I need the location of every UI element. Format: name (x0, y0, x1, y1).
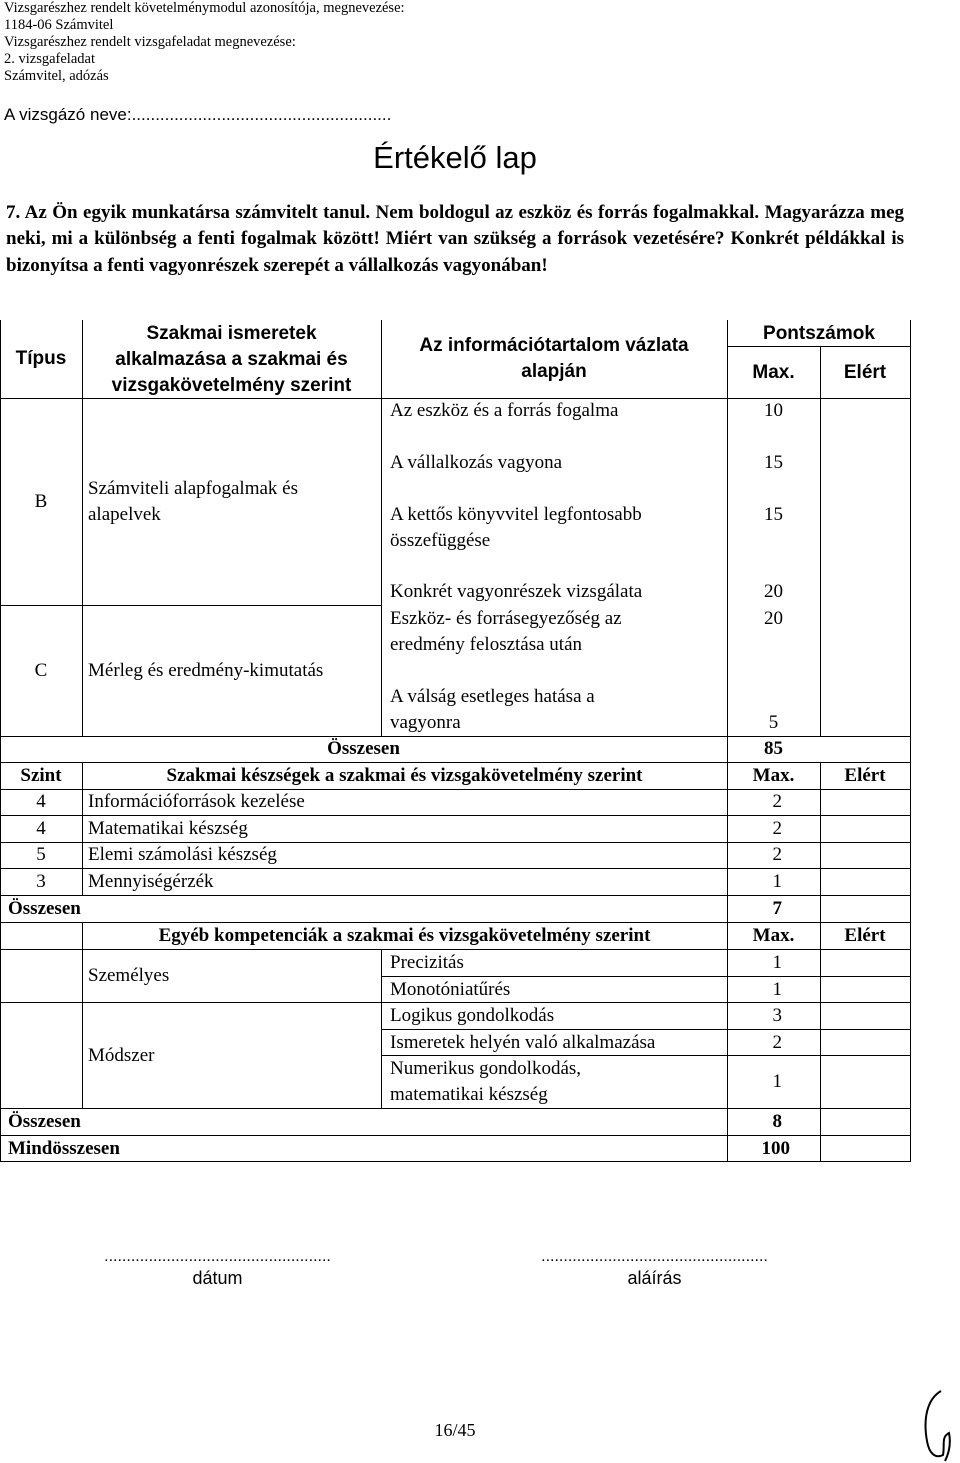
skill-1-level: 4 (36, 791, 46, 812)
group-b-name-line2: alapelvek (88, 504, 161, 525)
col-header-knowledge (82, 321, 381, 399)
date-field (90, 1248, 345, 1289)
document-header (4, 0, 405, 85)
competence-5-name-line1: Numerikus gondolkodás, (390, 1058, 582, 1079)
date-label: dátum (192, 1268, 243, 1288)
col-header-max: Max. (752, 362, 795, 383)
group-c-item-2-line2: eredmény felosztása után (390, 634, 583, 655)
competence-5-name (390, 1056, 581, 1108)
group-c-type: C (34, 660, 48, 681)
grand-total-max: 100 (761, 1138, 790, 1159)
group-b-type: B (34, 491, 48, 512)
group-c-item-2-max: 20 (764, 608, 783, 629)
grand-total-label: Mindösszesen (8, 1138, 120, 1159)
competence-5-name-line2: matematikai készség (390, 1084, 548, 1105)
group-c-item-3-line1: A válság esetleges hatása a (390, 686, 595, 707)
col-header-achieved: Elért (843, 362, 887, 383)
skills-col-max: Max. (752, 765, 795, 786)
skill-1-max: 2 (772, 791, 782, 812)
knowledge-total-label: Összesen (327, 738, 400, 759)
col-header-knowledge-line2: alkalmazása a szakmai és (115, 349, 348, 370)
page-number: 16/45 (434, 1420, 476, 1440)
competence-5-max: 1 (772, 1071, 782, 1092)
task-description: 7. Az Ön egyik munkatársa számvitelt tanul. Nem boldogul az eszköz és forrás fogalmakkal. Magyarázza meg neki, mi a különbség a fenti fogalmak között! Miért van szükség a források vezetésére? Konkrét példákkal is bizonyítsa a fenti vagyonrészek szerepét a vállalkozás vagyonában! (6, 202, 904, 276)
header-module-value: 1184-06 Számvitel (4, 17, 114, 33)
group-c-item-2 (390, 606, 622, 658)
header-task-label: Vizsgarészhez rendelt vizsgafeladat megnevezése: (4, 34, 296, 50)
competence-2-max: 1 (772, 979, 782, 1000)
competence-group-method: Módszer (88, 1045, 155, 1066)
competence-2-name: Monotóniatűrés (390, 979, 511, 1000)
skill-4-name: Mennyiségérzék (88, 871, 214, 892)
group-c-item-3-line2: vagyonra (390, 712, 461, 733)
col-header-info-line1: Az információtartalom vázlata (419, 335, 689, 356)
skills-col-achieved: Elért (844, 765, 886, 786)
skills-total-max: 7 (772, 898, 782, 919)
skill-2-max: 2 (772, 818, 782, 839)
skill-4-max: 1 (772, 871, 782, 892)
page-title: Értékelő lap (373, 140, 537, 175)
competences-col-achieved: Elért (844, 925, 886, 946)
skills-col-title: Szakmai készségek a szakmai és vizsgakövetelmény szerint (166, 765, 643, 786)
col-header-knowledge-line3: vizsgakövetelmény szerint (111, 375, 352, 396)
competences-col-max: Max. (752, 925, 795, 946)
handwritten-signature-mark (915, 1385, 960, 1463)
skills-col-level: Szint (20, 765, 62, 786)
group-b-item-1: Az eszköz és a forrás fogalma (390, 400, 619, 421)
group-c-item-3-max: 5 (768, 712, 779, 733)
competence-4-name: Ismeretek helyén való alkalmazása (390, 1032, 656, 1053)
group-b-item-3-max: 15 (764, 504, 783, 525)
group-c-name: Mérleg és eredmény-kimutatás (88, 660, 324, 681)
competence-1-max: 1 (772, 952, 782, 973)
date-dots: ................................................... (104, 1248, 331, 1265)
group-b-item-3-line2: összefüggése (390, 530, 491, 551)
competences-total-max: 8 (772, 1111, 782, 1132)
group-c-item-1: Konkrét vagyonrészek vizsgálata (390, 581, 643, 602)
col-header-info (381, 333, 727, 385)
skill-3-max: 2 (772, 844, 782, 865)
competence-4-max: 2 (772, 1032, 782, 1053)
signature-dots: ................................................... (541, 1248, 768, 1265)
header-task-value: 2. vizsgafeladat (4, 51, 95, 67)
col-header-info-line2: alapján (521, 361, 587, 382)
skills-total-label: Összesen (8, 898, 81, 919)
group-c-item-2-line1: Eszköz- és forrásegyezőség az (390, 608, 622, 629)
competences-total-label: Összesen (8, 1111, 81, 1132)
col-header-type: Típus (15, 348, 67, 369)
group-b-name-line1: Számviteli alapfogalmak és (88, 478, 298, 499)
group-b-name (88, 476, 298, 528)
signature-label: aláírás (627, 1268, 682, 1288)
skill-3-level: 5 (36, 844, 46, 865)
competence-3-name: Logikus gondolkodás (390, 1005, 555, 1026)
skill-2-level: 4 (36, 818, 46, 839)
group-c-item-1-max: 20 (764, 581, 783, 602)
header-module-label: Vizsgarészhez rendelt követelménymodul azonosítója, megnevezése: (4, 0, 405, 16)
group-b-item-3 (390, 502, 642, 554)
skill-2-name: Matematikai készség (88, 818, 248, 839)
skill-1-name: Információforrások kezelése (88, 791, 305, 812)
skill-3-name: Elemi számolási készség (88, 844, 277, 865)
candidate-name-line: A vizsgázó neve:....................................................... (4, 105, 392, 124)
skill-4-level: 3 (36, 871, 46, 892)
competence-3-max: 3 (772, 1005, 782, 1026)
group-b-item-2: A vállalkozás vagyona (390, 452, 563, 473)
col-header-points: Pontszámok (763, 323, 875, 344)
header-subject: Számvitel, adózás (4, 68, 109, 84)
knowledge-total-max: 85 (764, 738, 783, 759)
group-b-item-1-max: 10 (764, 400, 783, 421)
group-b-item-3-line1: A kettős könyvvitel legfontosabb (390, 504, 642, 525)
competence-1-name: Precizitás (390, 952, 464, 973)
competence-group-personal: Személyes (88, 965, 170, 986)
group-c-item-3 (390, 684, 595, 736)
group-b-item-2-max: 15 (764, 452, 783, 473)
competences-col-title: Egyéb kompetenciák a szakmai és vizsgakövetelmény szerint (158, 925, 651, 946)
col-header-knowledge-line1: Szakmai ismeretek (146, 323, 317, 344)
signature-field (527, 1248, 782, 1289)
